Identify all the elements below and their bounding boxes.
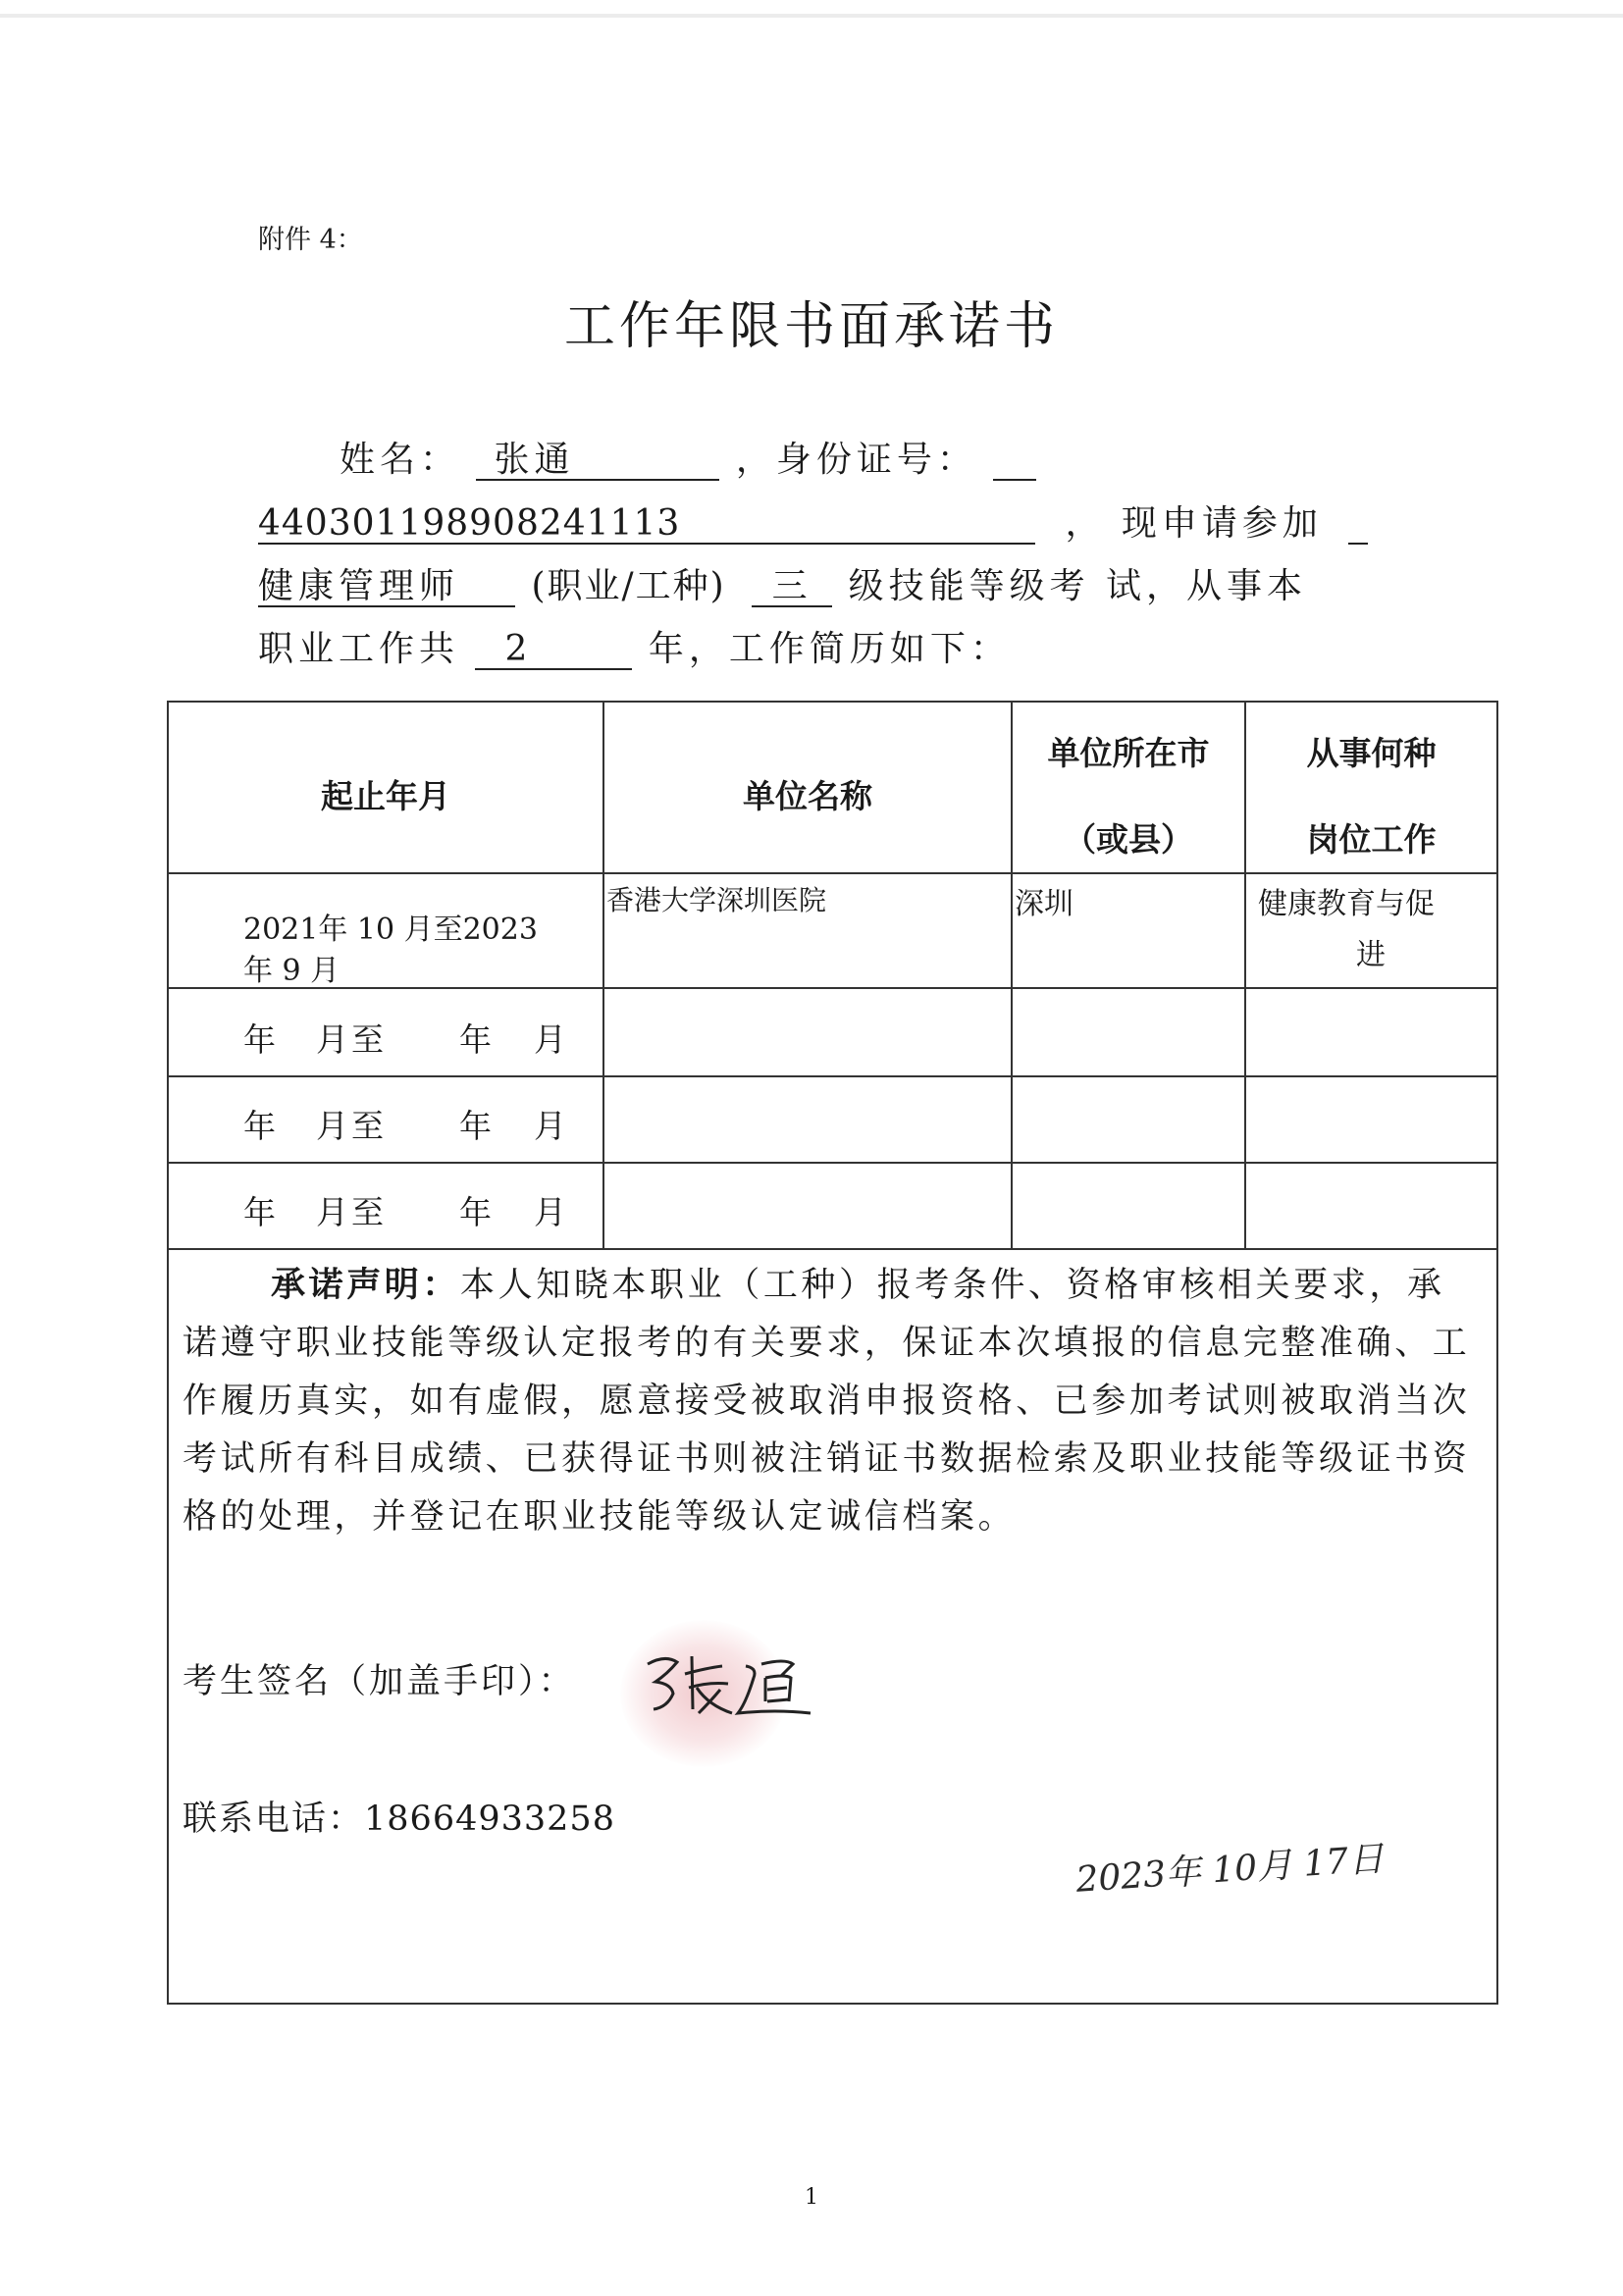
level-suffix: 级技能等级考 试，从事本	[848, 566, 1308, 606]
applicant-line-1	[340, 432, 1036, 482]
handwritten-date: 2023年 10月 17日	[1074, 1839, 1386, 1901]
handwritten-signature	[638, 1644, 824, 1723]
occupation-value: 健康管理师	[258, 568, 515, 607]
table-row: 年 月至 年 月	[243, 1020, 569, 1059]
table-row: 年 月至 年 月	[243, 1107, 569, 1145]
declaration	[183, 1257, 1478, 1546]
attachment-label: 附件 4：	[258, 225, 363, 255]
name-label: 姓名：	[340, 440, 461, 480]
years-prefix: 职业工作共	[258, 629, 460, 669]
declaration-label: 承诺声明：	[271, 1266, 461, 1305]
period-line-1: 2021年 10 月至2023	[243, 913, 538, 947]
unit-name: 香港大学深圳医院	[606, 884, 827, 916]
phone-number: 18664933258	[364, 1800, 615, 1839]
document-title: 工作年限书面承诺书	[563, 297, 1059, 356]
level-value: 三	[752, 568, 832, 607]
declaration-text: 本人知晓本职业（工种）报考条件、资格审核相关要求，承诺遵守职业技能等级认定报考的有关要求，保证本次填报的信息完整准确、工作履历真实，如有虚假，愿意接受被取消申报资格、已参加考试则被取消当次考试所有科目成绩、已获得证书则被注销证书数据检索及职业技能等级证书资格的处理，并登记在职业技能等级认定诚信档案。	[183, 1266, 1471, 1537]
header-post-1: 从事何种	[1306, 734, 1437, 772]
id-number: 440301198908241113	[258, 505, 1035, 545]
scan-edge	[0, 14, 1623, 18]
apply-text: ， 现申请参加	[1065, 503, 1323, 544]
header-city-1: 单位所在市	[1047, 734, 1210, 772]
header-post-2: 岗位工作	[1306, 820, 1437, 859]
phone-line	[183, 1792, 615, 1841]
period-line-2: 年 9 月	[243, 954, 340, 988]
phone-label: 联系电话：	[183, 1800, 365, 1839]
id-underline-start	[993, 442, 1036, 481]
occupation-suffix: (职业/工种)	[531, 566, 726, 606]
signature-label: 考生签名（加盖手印）：	[183, 1662, 576, 1701]
work-history-table	[167, 701, 1498, 2005]
applicant-line-4	[258, 621, 1011, 671]
apply-underline	[1348, 505, 1368, 545]
years-suffix: 年，工作简历如下：	[648, 629, 1011, 669]
post-line-2: 进	[1356, 938, 1386, 972]
name-value: 张通	[476, 442, 719, 481]
table-row: 年 月至 年 月	[243, 1193, 569, 1231]
header-city-2: （或县）	[1064, 820, 1193, 859]
page-number: 1	[805, 2185, 818, 2210]
id-label: ，身份证号：	[735, 440, 977, 480]
post-line-1: 健康教育与促	[1258, 887, 1435, 921]
unit-city: 深圳	[1015, 887, 1073, 921]
header-period: 起止年月	[321, 777, 450, 815]
header-unit: 单位名称	[743, 777, 872, 815]
applicant-line-2	[258, 496, 1368, 546]
applicant-line-3	[258, 558, 1307, 608]
years-value: 2	[475, 631, 632, 670]
